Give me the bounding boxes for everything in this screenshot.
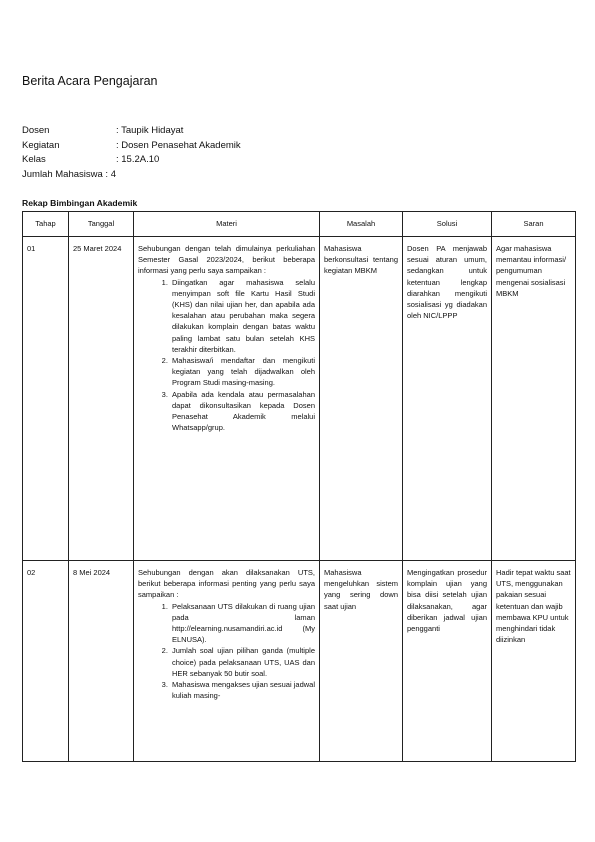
materi-point: 1. Diingatkan agar mahasiswa selalu menyimpan soft file Kartu Hasil Studi (KHS) dan nilai ujian her, dan apabila ada kesalahan atau perubahan maka segera dilakukan komplain dengan batas waktu paling lambat satu bulan setelah KHS terakhir diterbitkan. [170,277,315,355]
meta-row-jumlah-mahasiswa [22,168,241,183]
meta-row-kelas [22,153,241,168]
rekap-table [22,211,576,762]
meta-row-kegiatan [22,139,241,154]
column-header: Saran [492,212,576,237]
cell-tahap: 02 [23,561,69,762]
cell-tanggal: 25 Maret 2024 [69,237,134,561]
materi-point: 2. Jumlah soal ujian pilihan ganda (multiple choice) pada pelaksanaan UTS, UAS dan HER sebanyak 50 butir soal. [170,645,315,679]
materi-intro: Sehubungan dengan telah dimulainya perkuliahan Semester Gasal 2023/2024, berikut beberapa informasi yang perlu saya sampaikan : [138,244,315,276]
column-header: Tahap [23,212,69,237]
cell-tahap: 01 [23,237,69,561]
cell-tanggal: 8 Mei 2024 [69,561,134,762]
meta-key: Jumlah Mahasiswa [22,168,103,180]
document-title: Berita Acara Pengajaran [22,74,158,88]
materi-point: 3. Apabila ada kendala atau permasalahan dapat dikonsultasikan kepada Dosen Penasehat Akademik melalui Whatsapp/grup. [170,389,315,434]
cell-solusi: Mengingatkan prosedur komplain ujian yang bisa diisi setelah ujian dilaksanakan, agar diberikan jadwal ujian pengganti [403,561,492,762]
materi-point: 1. Pelaksanaan UTS dilakukan di ruang ujian pada laman http://elearning.nusamandiri.ac.id (My ELNUSA). [170,601,315,646]
materi-point: 2. Mahasiswa/i mendaftar dan mengikuti kegiatan yang telah dijadwalkan oleh Program Studi masing-masing. [170,355,315,389]
cell-materi [134,561,320,762]
meta-block [22,124,241,182]
table-row [23,237,576,561]
materi-intro: Sehubungan dengan akan dilaksanakan UTS, berikut beberapa informasi penting yang perlu saya sampaikan : [138,568,315,600]
meta-value: : 15.2A.10 [116,154,160,166]
column-header: Solusi [403,212,492,237]
materi-point: 3. Mahasiswa mengakses ujian sesuai jadwal kuliah masing- [170,679,315,701]
section-heading: Rekap Bimbingan Akademik [22,198,138,208]
cell-saran: Agar mahasiswa memantau informasi/ pengumuman mengenai sosialisasi MBKM [492,237,576,561]
column-header: Tanggal [69,212,134,237]
cell-solusi: Dosen PA menjawab sesuai aturan umum, sedangkan untuk ketentuan lengkap diarahkan mengikuti sosialisasi yg diadakan oleh NIC/LPPP [403,237,492,561]
meta-value: : Dosen Penasehat Akademik [116,139,241,151]
meta-key: Kegiatan [22,139,60,151]
table-header-row [23,212,576,237]
meta-key: Dosen [22,125,50,136]
meta-value: : Taupik Hidayat [116,125,184,136]
meta-key: Kelas [22,154,46,166]
cell-saran: Hadir tepat waktu saat UTS, menggunakan pakaian sesuai ketentuan dan wajib membawa KPU untuk menghindari tidak diizinkan [492,561,576,762]
column-header: Masalah [320,212,403,237]
meta-value: : 4 [102,168,116,180]
materi-points [138,601,315,702]
materi-points [138,277,315,434]
column-header: Materi [134,212,320,237]
meta-row-dosen [22,124,241,139]
cell-masalah: Mahasiswa mengeluhkan sistem yang sering down saat ujian [320,561,403,762]
table-row [23,561,576,762]
cell-materi [134,237,320,561]
cell-masalah: Mahasiswa berkonsultasi tentang kegiatan MBKM [320,237,403,561]
